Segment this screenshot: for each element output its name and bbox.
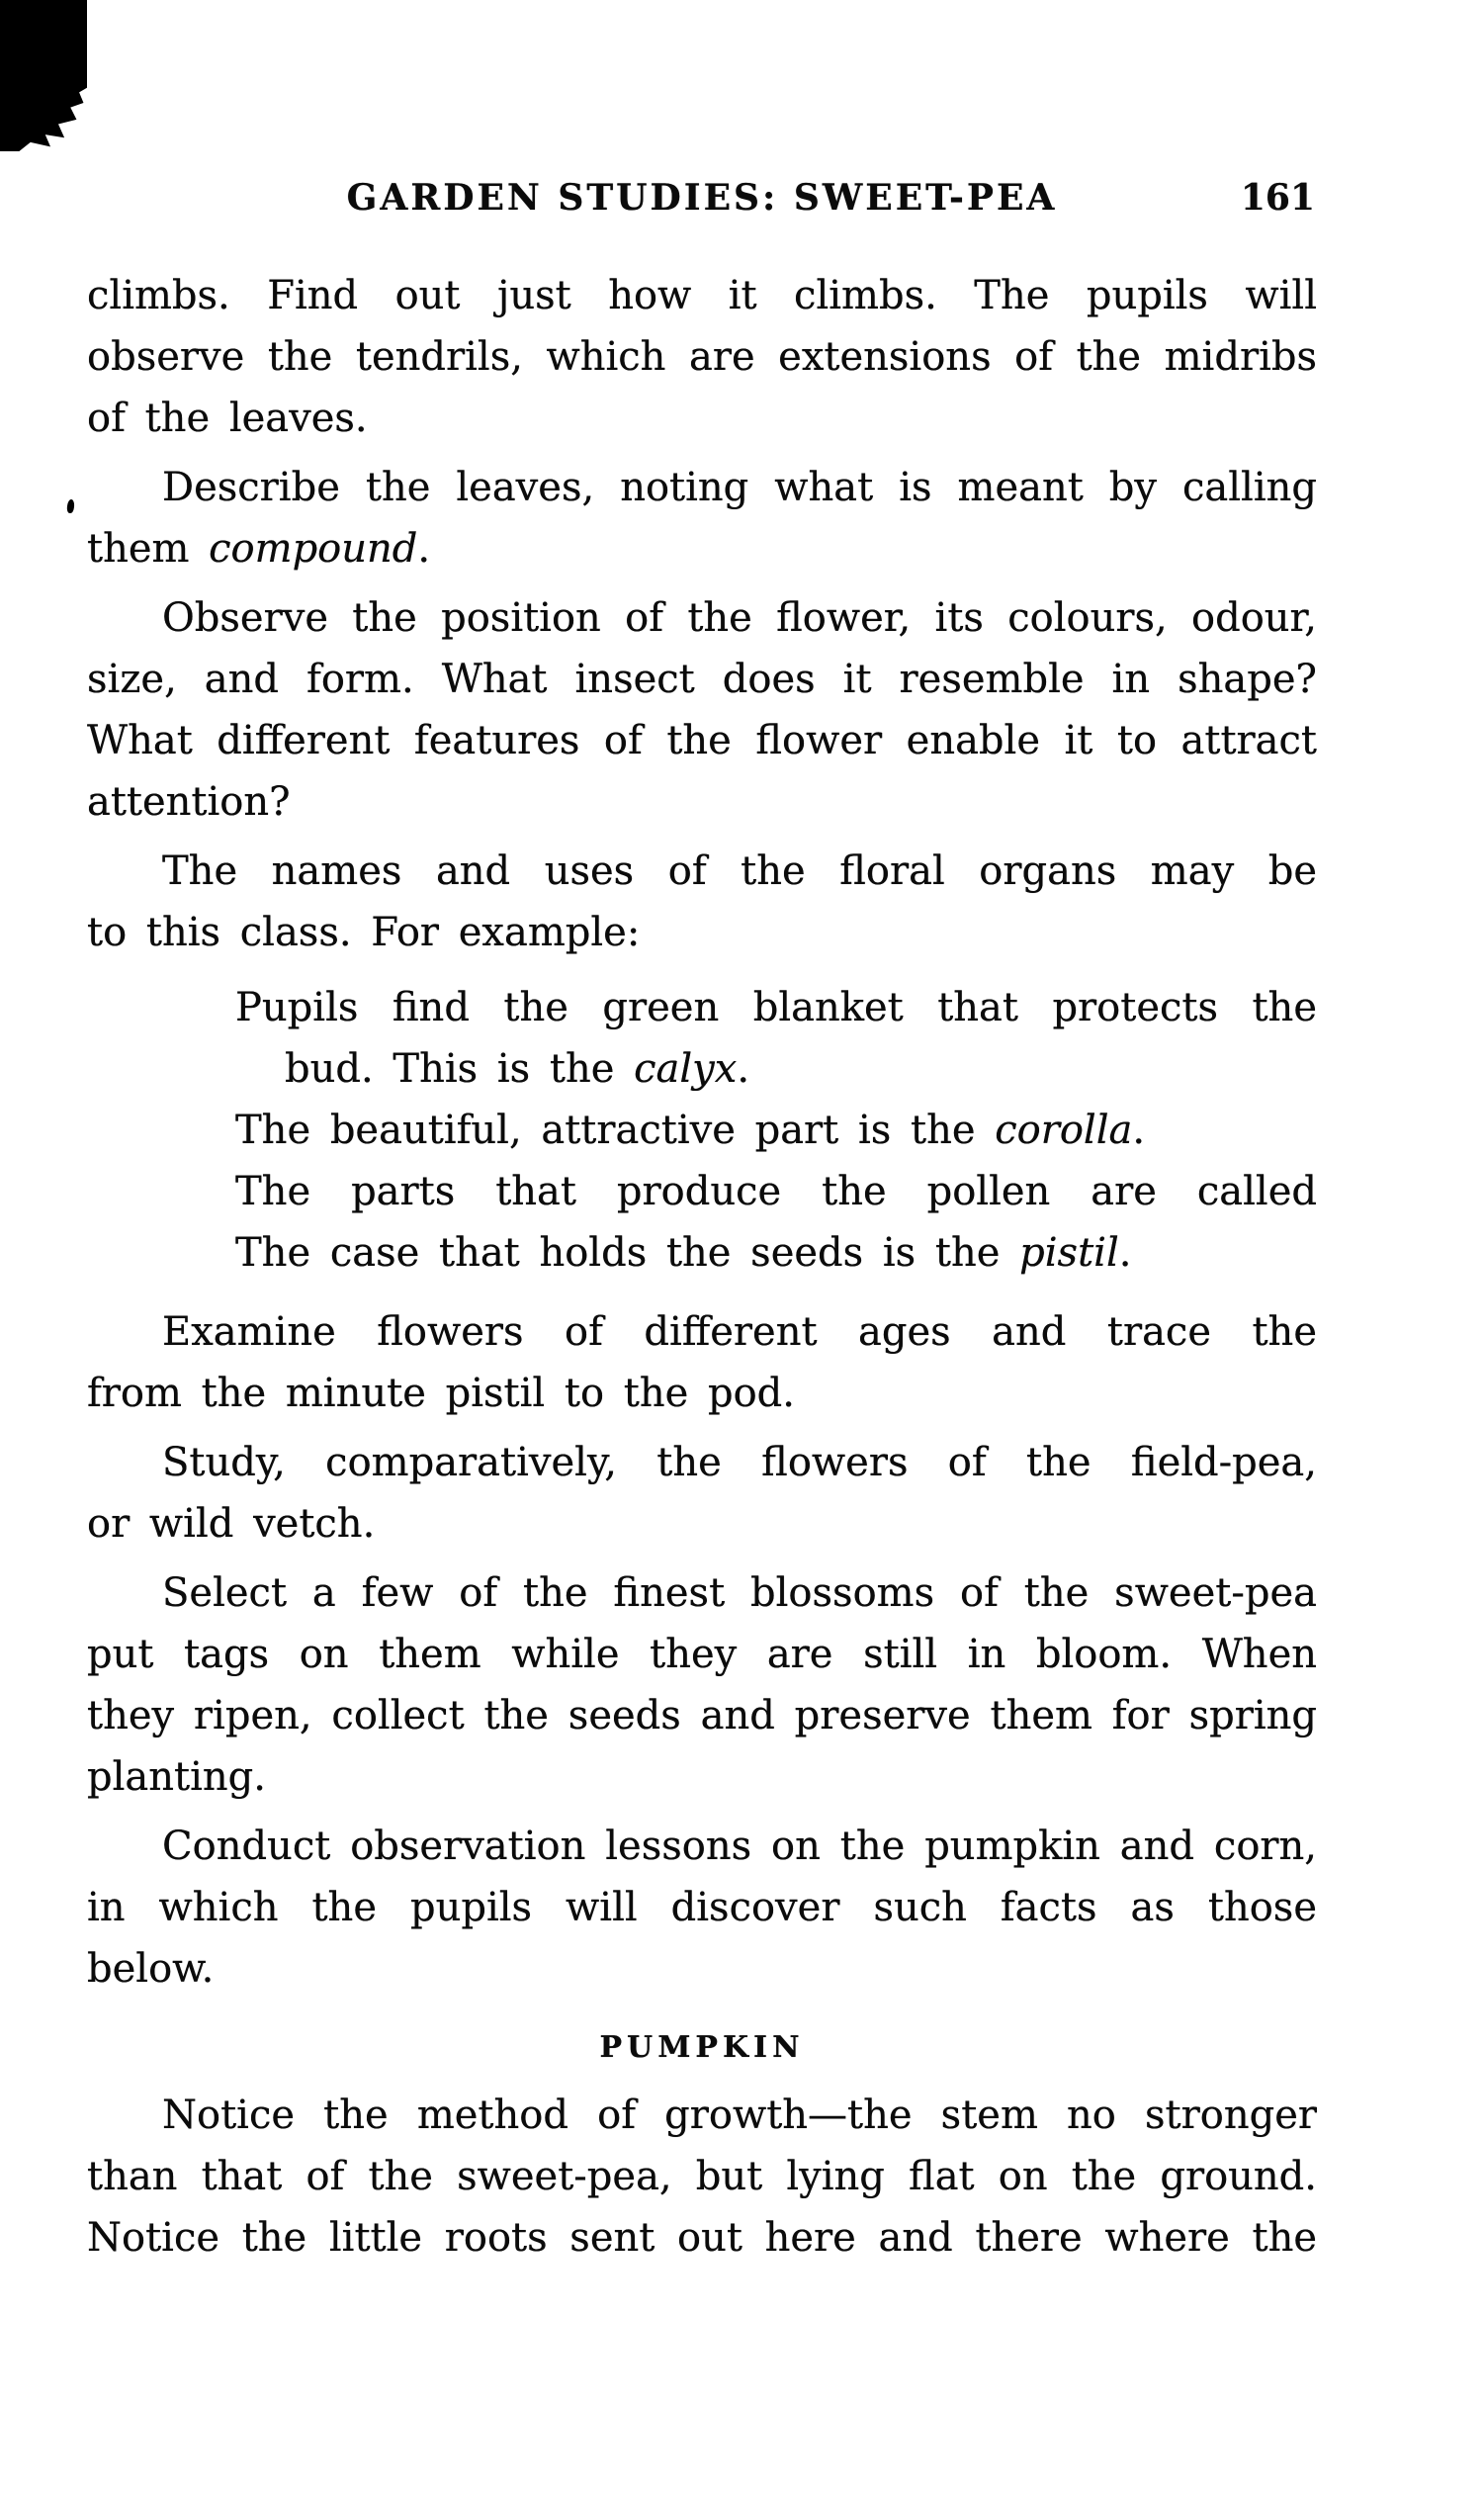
text-line: Notice the method of growth—the stem no stronger [162,2092,1317,2138]
text-line: than that of the sweet-pea, but lying flat on the ground. [87,2154,1317,2199]
paragraph [87,1432,1317,1555]
text-line: Study, comparatively, the flowers of the field-pea, [162,1440,1317,1485]
text-block [87,265,1317,2269]
example-block [87,977,1317,1284]
text-line: them compound. [87,526,431,572]
text-line: they ripen, collect the seeds and preserve them for spring [87,1693,1317,1738]
text-line: in which the pupils will discover such facts as those [87,1885,1317,1930]
paragraph [87,1301,1317,1424]
text-line: planting. [87,1754,266,1800]
header-title: GARDEN STUDIES: SWEET-PEA [346,177,1058,219]
text-line: from the minute pistil to the pod. [87,1371,795,1416]
text-line: Describe the leaves, noting what is meant by calling [162,465,1317,510]
text-line: size, and form. What insect does it resemble in shape? [87,657,1317,702]
text-line: bud. This is the calyx. [285,1046,750,1092]
text-line: put tags on them while they are still in bloom. When [87,1632,1317,1677]
text-line: Examine flowers of different ages and trace the [162,1309,1317,1355]
paragraph [87,587,1317,833]
page-number: 161 [1240,177,1315,219]
paragraph [87,265,1317,449]
text-line: Notice the little roots sent out here and there where the [87,2215,1317,2261]
paragraph [87,1562,1317,1808]
scan-ink-blot [0,0,87,151]
stray-ink-mark [66,499,74,514]
text-line: Select a few of the finest blossoms of the sweet-pea [162,1570,1317,1616]
text-line: below. [87,1946,215,1992]
text-line: of the leaves. [87,396,368,441]
text-line: Pupils find the green blanket that protects the [235,985,1317,1030]
text-line: The parts that produce the pollen are called [235,1169,1317,1214]
running-header [87,176,1317,220]
text-line: The names and uses of the floral organs may be [162,848,1317,894]
text-line: to this class. For example: [87,910,641,955]
paragraph [87,457,1317,579]
paragraph [87,2085,1317,2269]
text-line: or wild vetch. [87,1501,376,1547]
text-line: attention? [87,779,291,825]
text-line: observe the tendrils, which are extensions of the midribs [87,334,1317,380]
text-line: What different features of the flower enable it to attract [87,718,1317,763]
text-line: Conduct observation lessons on the pumpkin and corn, [162,1824,1317,1869]
text-line: The beautiful, attractive part is the corolla. [235,1108,1146,1153]
text-line: The case that holds the seeds is the pistil. [235,1230,1132,1276]
section-heading: PUMPKIN [599,2030,805,2065]
paragraph [87,1816,1317,2000]
paragraph [87,841,1317,963]
text-line: climbs. Find out just how it climbs. The pupils will [87,273,1317,318]
text-line: Observe the position of the flower, its colours, odour, [162,595,1317,641]
